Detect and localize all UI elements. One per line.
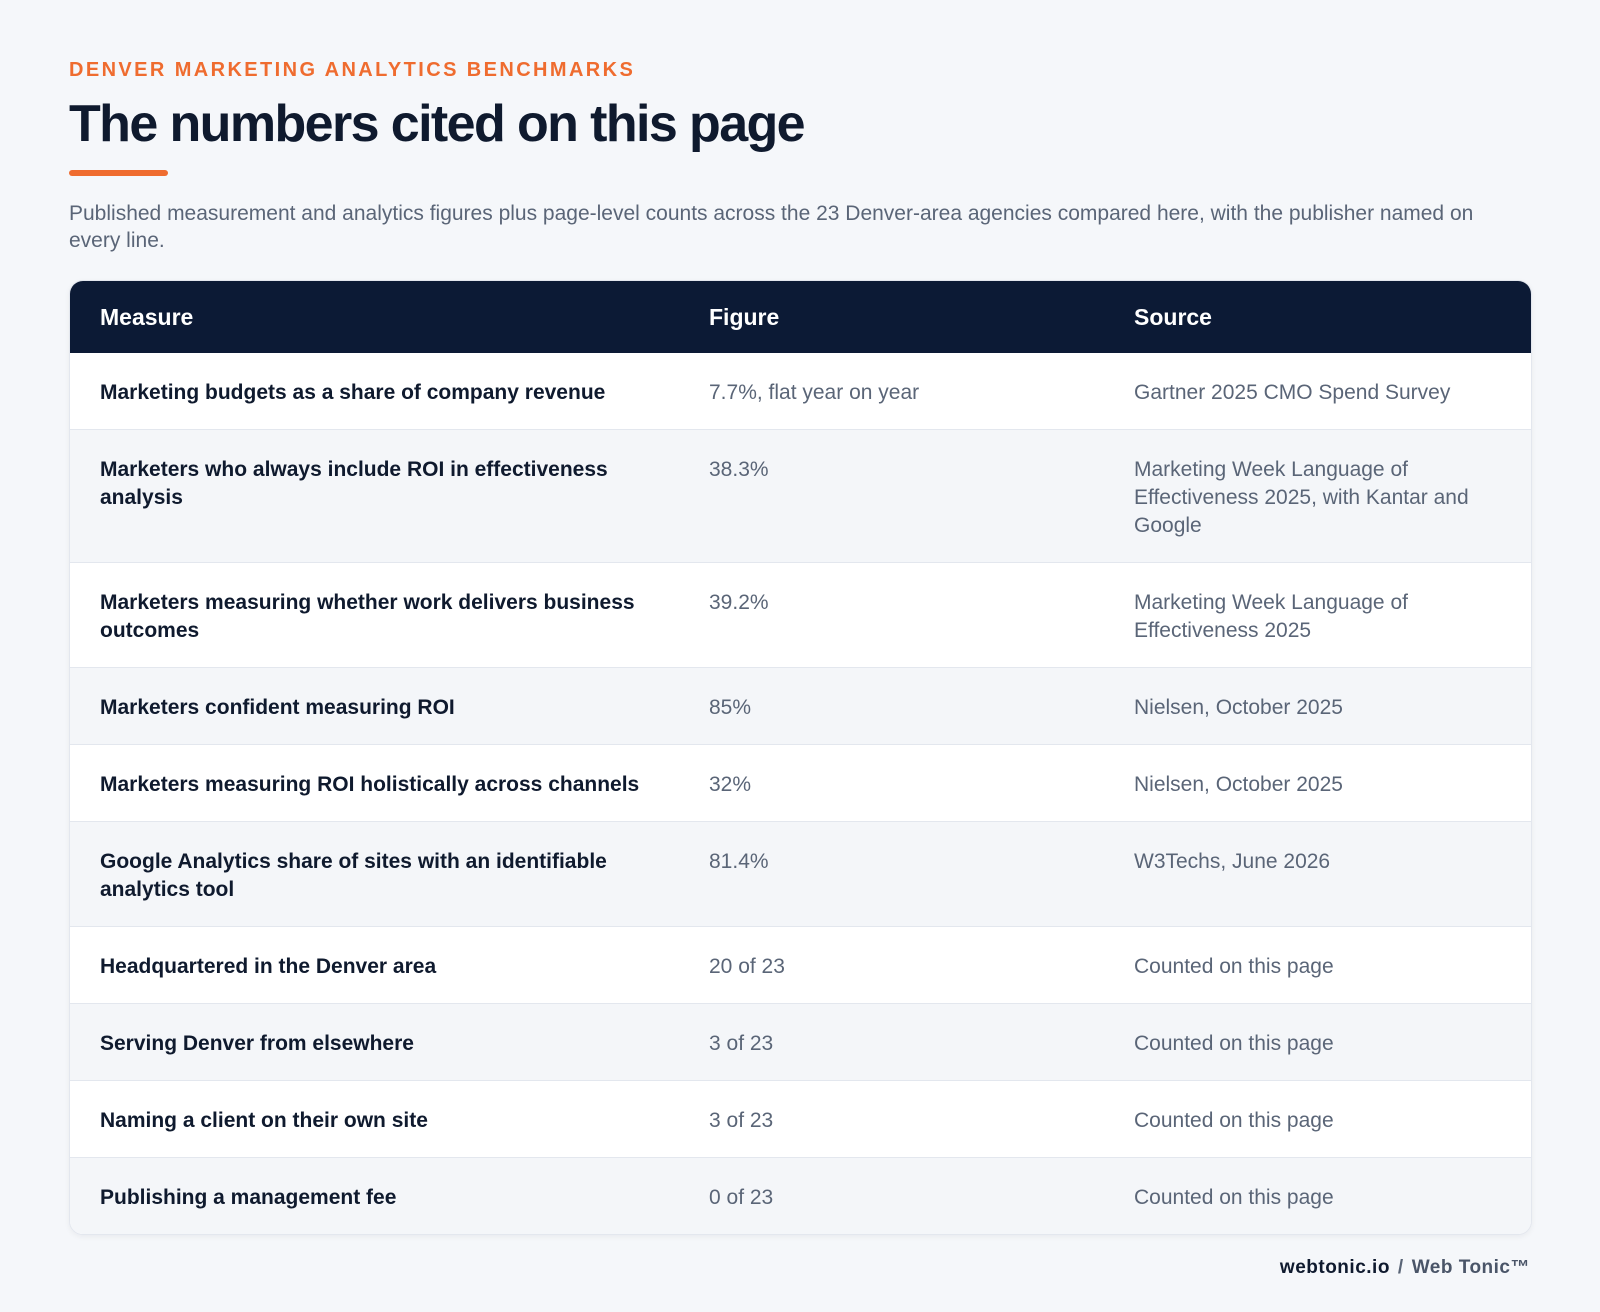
- cell-source: Counted on this page: [1104, 1158, 1531, 1235]
- cell-measure: Marketers confident measuring ROI: [70, 668, 679, 745]
- eyebrow-label: DENVER MARKETING ANALYTICS BENCHMARKS: [69, 59, 636, 81]
- cell-measure: Headquartered in the Denver area: [70, 927, 679, 1004]
- page-lede: Published measurement and analytics figures plus page-level counts across the 23 Denver-area agencies compared here, with the publisher named on every line.: [69, 202, 1474, 252]
- cell-figure: 3 of 23: [679, 1004, 1104, 1081]
- cell-figure: 0 of 23: [679, 1158, 1104, 1235]
- table-row: [70, 563, 1531, 668]
- table-body: [70, 353, 1531, 1234]
- cell-measure: Serving Denver from elsewhere: [70, 1004, 679, 1081]
- benchmarks-table: [70, 281, 1531, 1234]
- table-header: [70, 281, 1531, 353]
- column-header-measure: Measure: [70, 281, 679, 353]
- cell-figure: 7.7%, flat year on year: [709, 381, 920, 404]
- table-header-row: [70, 281, 1531, 353]
- cell-measure: Marketers measuring ROI holistically across channels: [70, 745, 679, 822]
- cell-figure: 81.4%: [679, 822, 1104, 927]
- cell-figure: 38.3%: [679, 430, 1104, 563]
- cell-source: Marketing Week Language of Effectiveness 2025: [1104, 563, 1531, 668]
- footer-domain: webtonic.io: [1279, 1257, 1390, 1278]
- cell-source: Counted on this page: [1104, 1004, 1531, 1081]
- footer-credit: [1280, 1257, 1530, 1279]
- footer-separator: /: [1397, 1257, 1404, 1278]
- cell-measure: Marketers measuring whether work delivers business outcomes: [70, 563, 679, 668]
- footer-brand: Web Tonic™: [1411, 1257, 1530, 1278]
- cell-measure: Publishing a management fee: [70, 1158, 679, 1235]
- benchmarks-table-card: [69, 280, 1532, 1235]
- table-row: [70, 430, 1531, 563]
- cell-source: Nielsen, October 2025: [1104, 668, 1531, 745]
- column-header-figure: Figure: [679, 281, 1104, 353]
- cell-figure: 32%: [679, 745, 1104, 822]
- table-row: [70, 1158, 1531, 1235]
- title-accent-bar: [69, 170, 168, 176]
- cell-source: Counted on this page: [1104, 1081, 1531, 1158]
- cell-source: Counted on this page: [1104, 927, 1531, 1004]
- table-row: [70, 353, 1531, 430]
- column-header-source: Source: [1104, 281, 1531, 353]
- page-title: The numbers cited on this page: [69, 95, 804, 153]
- table-row: [70, 822, 1531, 927]
- cell-figure: 85%: [679, 668, 1104, 745]
- cell-source: Nielsen, October 2025: [1104, 745, 1531, 822]
- cell-source: Marketing Week Language of Effectiveness 2025, with Kantar and Google: [1104, 430, 1531, 563]
- cell-figure: 39.2%: [679, 563, 1104, 668]
- cell-measure: Naming a client on their own site: [70, 1081, 679, 1158]
- table-row: [70, 1004, 1531, 1081]
- table-row: [70, 1081, 1531, 1158]
- table-row: [70, 927, 1531, 1004]
- cell-measure: Marketers who always include ROI in effectiveness analysis: [70, 430, 679, 563]
- cell-measure: Marketing budgets as a share of company revenue: [100, 381, 606, 404]
- cell-figure: 20 of 23: [679, 927, 1104, 1004]
- table-row: [70, 668, 1531, 745]
- table-row: [70, 745, 1531, 822]
- cell-figure: 3 of 23: [679, 1081, 1104, 1158]
- cell-source: W3Techs, June 2026: [1104, 822, 1531, 927]
- cell-measure: Google Analytics share of sites with an identifiable analytics tool: [70, 822, 679, 927]
- cell-source: Gartner 2025 CMO Spend Survey: [1134, 381, 1451, 404]
